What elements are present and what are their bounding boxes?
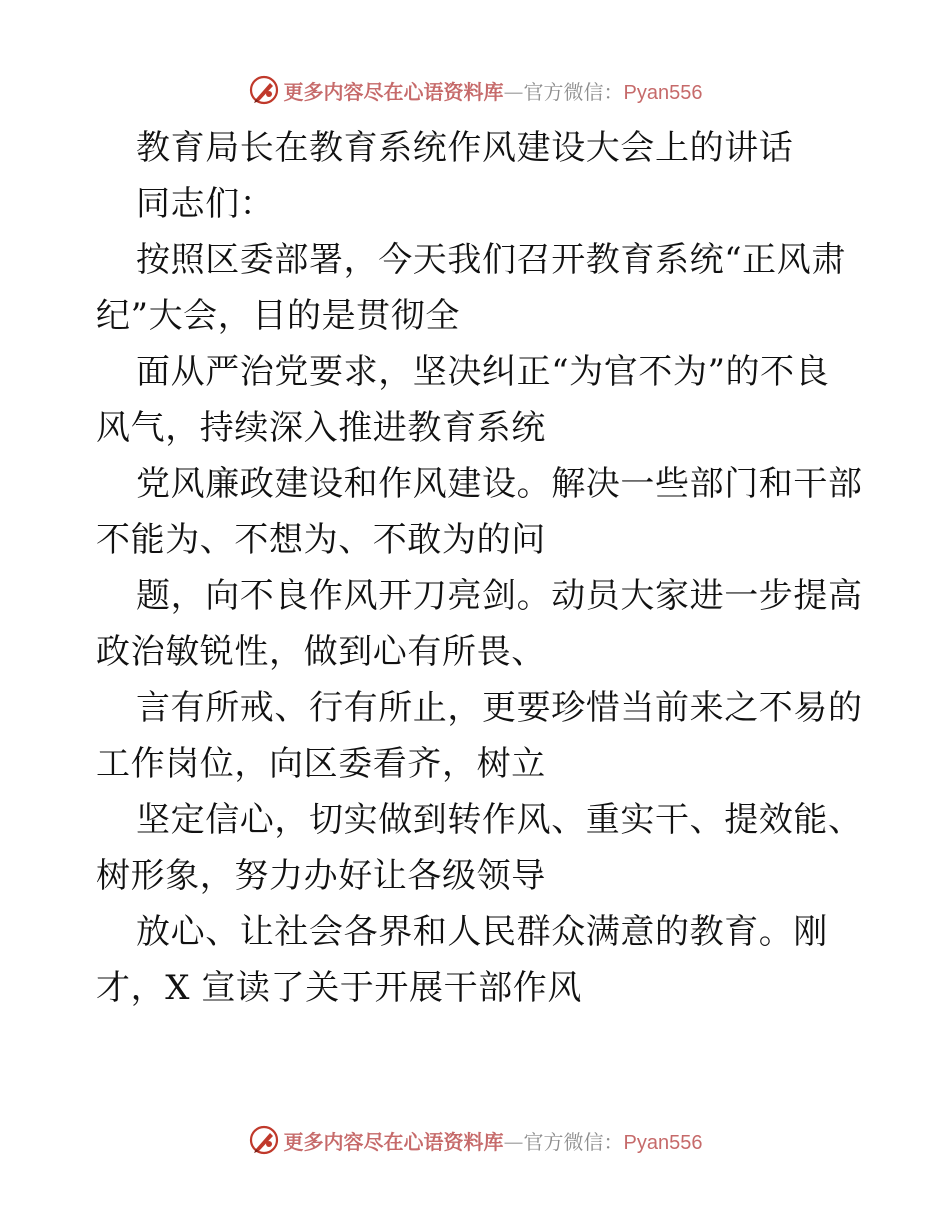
document-body — [96, 120, 863, 1016]
paragraph-line: 工作岗位，向区委看齐，树立 — [96, 744, 546, 784]
paragraph-line: 政治敏锐性，做到心有所畏、 — [96, 632, 546, 672]
paragraph-line: 坚定信心，切实做到转作风、重实干、提效能、 — [136, 800, 863, 840]
watermark-brand: 更多内容尽在心语资料库 — [283, 1129, 504, 1154]
salutation: 同志们： — [136, 184, 275, 224]
watermark-wechat-id: Pyan556 — [623, 1131, 703, 1154]
watermark-separator: — — [503, 79, 524, 104]
quill-pen-icon — [248, 74, 280, 106]
paragraph-line: 风气，持续深入推进教育系统 — [96, 408, 546, 448]
footer-watermark — [0, 1120, 950, 1160]
watermark-text — [284, 76, 703, 105]
watermark-text — [284, 1126, 703, 1155]
paragraph-line: 党风廉政建设和作风建设。解决一些部门和干部 — [136, 464, 863, 504]
paragraph-line: 才，X 宣读了关于开展干部作风 — [96, 968, 583, 1008]
paragraph-line: 不能为、不想为、不敢为的问 — [96, 520, 546, 560]
paragraph-line: 纪”大会，目的是贯彻全 — [96, 296, 460, 336]
watermark-wechat-label: 官方微信： — [523, 79, 624, 104]
document-title: 教育局长在教育系统作风建设大会上的讲话 — [136, 128, 794, 168]
paragraph-line: 题，向不良作风开刀亮剑。动员大家进一步提高 — [136, 576, 863, 616]
watermark-separator: — — [503, 1129, 524, 1154]
watermark-brand: 更多内容尽在心语资料库 — [283, 79, 504, 104]
paragraph-line: 按照区委部署，今天我们召开教育系统“正风肃 — [136, 240, 846, 280]
watermark-wechat-id: Pyan556 — [623, 81, 703, 104]
paragraph-line: 面从严治党要求，坚决纠正“为官不为”的不良 — [136, 352, 830, 392]
watermark-wechat-label: 官方微信： — [523, 1129, 624, 1154]
header-watermark — [0, 70, 950, 110]
quill-pen-icon — [248, 1124, 280, 1156]
paragraph-line: 树形象，努力办好让各级领导 — [96, 856, 546, 896]
paragraph-line: 言有所戒、行有所止，更要珍惜当前来之不易的 — [136, 688, 863, 728]
paragraph-line: 放心、让社会各界和人民群众满意的教育。刚 — [136, 912, 828, 952]
